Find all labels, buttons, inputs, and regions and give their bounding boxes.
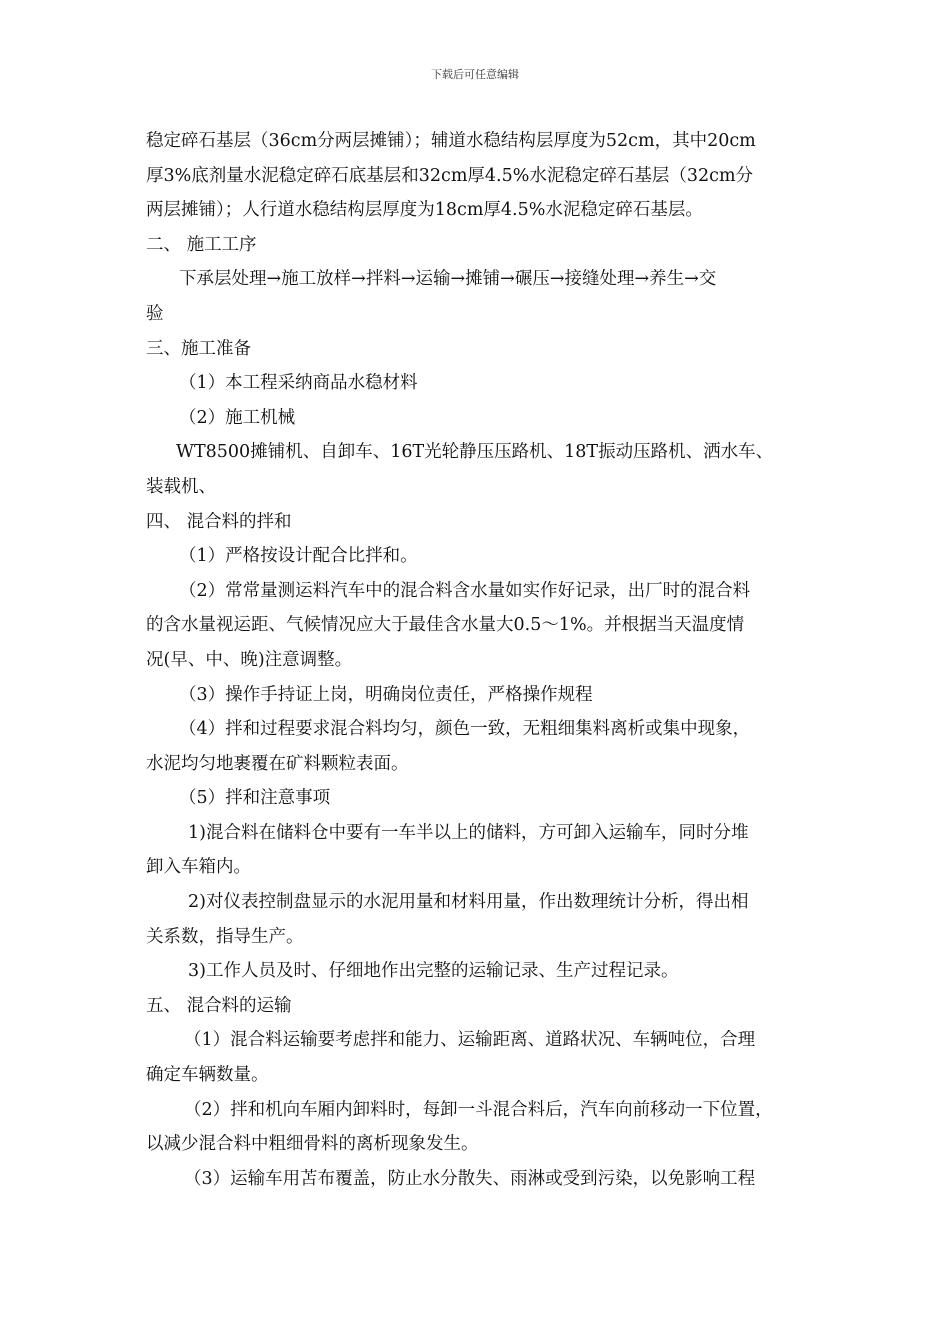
list-item: （1）混合料运输要考虑拌和能力、运输距离、道路状况、车辆吨位，合理: [184, 1030, 756, 1051]
list-item: （2）施工机械: [179, 407, 296, 428]
section-heading: 四、 混合料的拌和: [146, 511, 292, 532]
section-heading: 二、 施工工序: [146, 234, 257, 255]
paragraph-line: 下承层处理→施工放样→拌料→运输→摊铺→碾压→接缝处理→养生→交: [179, 269, 717, 290]
sub-list-item: 3)工作人员及时、仔细地作出完整的运输记录、生产过程记录。: [188, 961, 679, 982]
paragraph-line: 关系数，指导生产。: [146, 926, 304, 947]
section-heading: 三、施工准备: [146, 338, 251, 359]
paragraph-line: 况(早、中、晚)注意调整。: [146, 649, 353, 670]
list-item: （2）拌和机向车厢内卸料时，每卸一斗混合料后，汽车向前移动一下位置，: [184, 1099, 773, 1120]
paragraph-line: WT8500摊铺机、自卸车、16T光轮静压压路机、18T振动压路机、洒水车、: [176, 442, 774, 463]
paragraph-line: 两层摊铺）；人行道水稳结构层厚度为18cm厚4.5%水泥稳定碎石基层。: [146, 200, 703, 221]
page-header: 下载后可任意编辑: [431, 68, 519, 81]
list-item: （2）常常量测运料汽车中的混合料含水量如实作好记录，出厂时的混合料: [179, 580, 751, 601]
section-heading: 五、 混合料的运输: [146, 995, 292, 1016]
paragraph-line: 以减少混合料中粗细骨料的离析现象发生。: [146, 1134, 479, 1155]
paragraph-line: 装载机、: [146, 476, 216, 497]
paragraph-line: 的含水量视运距、气候情况应大于最佳含水量大0.5～1%。并根据当天温度情: [146, 615, 745, 636]
paragraph-line: 验: [146, 303, 164, 324]
paragraph-line: 确定车辆数量。: [146, 1065, 269, 1086]
paragraph-line: 稳定碎石基层（36cm分两层摊铺）；辅道水稳结构层厚度为52cm，其中20cm: [146, 131, 756, 151]
list-item: （1）本工程采纳商品水稳材料: [179, 373, 418, 394]
list-item: （5）拌和注意事项: [179, 788, 331, 809]
sub-list-item: 2)对仪表控制盘显示的水泥用量和材料用量，作出数理统计分析，得出相: [188, 892, 749, 913]
list-item: （4）拌和过程要求混合料均匀，颜色一致，无粗细集料离析或集中现象，: [179, 719, 751, 740]
list-item: （3）操作手持证上岗，明确岗位责任，严格操作规程: [179, 684, 593, 705]
paragraph-line: 卸入车箱内。: [146, 857, 251, 878]
list-item: （1）严格按设计配合比拌和。: [179, 546, 418, 567]
paragraph-line: 厚3%底剂量水泥稳定碎石底基层和32cm厚4.5%水泥稳定碎石基层（32cm分: [146, 165, 754, 186]
list-item: （3）运输车用苫布覆盖，防止水分散失、雨淋或受到污染，以免影响工程: [184, 1168, 756, 1189]
sub-list-item: 1)混合料在储料仓中要有一车半以上的储料，方可卸入运输车，同时分堆: [188, 822, 749, 843]
paragraph-line: 水泥均匀地裹覆在矿料颗粒表面。: [146, 753, 409, 774]
document-body: [146, 124, 806, 1196]
